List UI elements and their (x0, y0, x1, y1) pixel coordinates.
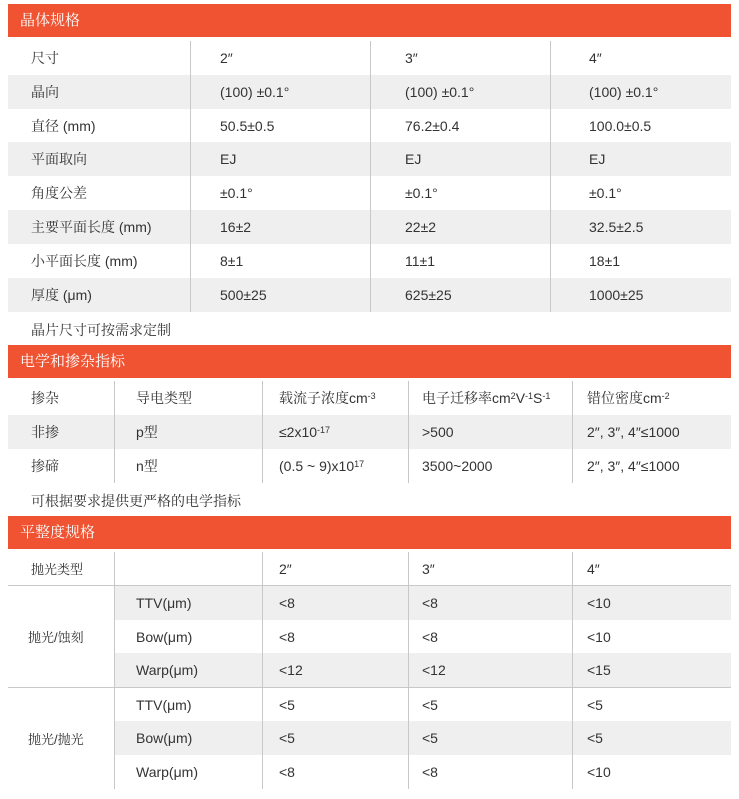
value-3inch: <5 (422, 730, 438, 746)
value-4inch: <5 (587, 730, 603, 746)
value-4inch: 1000±25 (589, 287, 644, 303)
value-2inch: ±0.1° (220, 185, 253, 201)
value-4inch: <10 (587, 764, 611, 780)
dislocation-density: 2″, 3″, 4″≤1000 (587, 458, 680, 474)
value-3inch: <5 (422, 696, 438, 713)
section-crystal-spec-header (8, 4, 731, 37)
value-3inch: <8 (422, 628, 438, 645)
group-cell (8, 586, 114, 687)
row-label: 主要平面长度 (mm) (31, 219, 152, 235)
value-2inch: (100) ±0.1° (220, 84, 290, 100)
value-4inch: (100) ±0.1° (589, 84, 659, 100)
conductivity-type: n型 (136, 458, 158, 474)
column-divider (114, 552, 115, 789)
electron-mobility: >500 (422, 424, 454, 440)
value-2inch: <5 (279, 696, 295, 713)
value-2inch: 50.5±0.5 (220, 117, 275, 134)
value-3inch: 3″ (405, 50, 418, 66)
value-4inch: EJ (589, 151, 606, 167)
value-4inch: ±0.1° (589, 185, 622, 201)
value-3inch: 76.2±0.4 (405, 117, 460, 134)
column-divider (262, 381, 263, 483)
dopant: 掺碲 (31, 458, 59, 474)
dislocation-density: 2″, 3″, 4″≤1000 (587, 424, 680, 440)
param-label: Warp(μm) (136, 662, 198, 678)
value-2inch: <5 (279, 730, 295, 746)
electrical-note: 可根据要求提供更严格的电学指标 (31, 493, 241, 509)
header-4inch: 4″ (587, 560, 600, 577)
value-2inch: 8±1 (220, 253, 244, 269)
column-divider (408, 381, 409, 483)
group-label: 抛光/抛光 (28, 732, 84, 747)
carrier-concentration: ≤2x10 $^{-17}$ (279, 424, 331, 440)
column-divider (572, 381, 573, 483)
header-3inch: 3″ (422, 560, 435, 577)
section-title: 电学和掺杂指标 (20, 353, 126, 370)
value-2inch: <8 (279, 764, 295, 780)
column-divider (550, 41, 551, 312)
value-3inch: ±0.1° (405, 185, 438, 201)
column-divider (572, 552, 573, 789)
table-row (8, 415, 731, 449)
value-3inch: 625±25 (405, 287, 452, 303)
table-row (8, 620, 731, 653)
header-dopant: 掺杂 (31, 390, 59, 406)
section-title: 平整度规格 (20, 524, 96, 541)
value-4inch: <5 (587, 696, 603, 713)
row-label: 角度公差 (31, 185, 87, 201)
value-3inch: 22±2 (405, 219, 437, 235)
value-2inch: 16±2 (220, 219, 252, 235)
value-2inch: <8 (279, 628, 295, 645)
param-label: Bow(μm) (136, 730, 193, 746)
value-4inch: 100.0±0.5 (589, 117, 652, 134)
row-label: 小平面长度 (mm) (31, 253, 138, 269)
header-carrier-concentration: 载流子浓度cm $^{-3}$ (279, 390, 376, 406)
table-row (8, 688, 731, 721)
row-label: 晶向 (31, 84, 59, 100)
table-row (8, 653, 731, 687)
group-label: 抛光/蚀刻 (28, 630, 84, 645)
value-4inch: 32.5±2.5 (589, 219, 644, 235)
section-flatness-header (8, 516, 731, 549)
header-polish-type: 抛光类型 (31, 562, 84, 577)
value-2inch: <8 (279, 595, 295, 611)
header-2inch: 2″ (279, 560, 292, 577)
value-3inch: <12 (422, 662, 446, 678)
crystal-spec-note: 晶片尺寸可按需求定制 (31, 322, 171, 338)
table-row (8, 721, 731, 755)
row-label: 平面取向 (31, 151, 87, 167)
row-label: 尺寸 (31, 50, 59, 66)
param-label: Warp(μm) (136, 764, 198, 780)
row-label: 厚度 (μm) (31, 287, 92, 303)
value-2inch: <12 (279, 662, 303, 678)
value-4inch: <15 (587, 662, 611, 678)
carrier-concentration: (0.5 ~ 9)x10 $^{17}$ (279, 458, 365, 474)
row-label: 直径 (mm) (31, 117, 96, 134)
value-3inch: (100) ±0.1° (405, 84, 475, 100)
electron-mobility: 3500~2000 (422, 458, 493, 474)
value-3inch: <8 (422, 595, 438, 611)
column-divider (262, 552, 263, 789)
value-2inch: 2″ (220, 50, 233, 66)
value-3inch: 11±1 (405, 253, 436, 269)
header-conductivity-type: 导电类型 (136, 390, 192, 406)
table-row (8, 586, 731, 620)
value-4inch: 4″ (589, 50, 602, 66)
dopant: 非掺 (31, 424, 59, 440)
param-label: TTV(μm) (136, 595, 192, 611)
column-divider (408, 552, 409, 789)
table-row (8, 755, 731, 789)
column-divider (114, 381, 115, 483)
value-2inch: EJ (220, 151, 237, 167)
param-label: Bow(μm) (136, 628, 193, 645)
value-3inch: <8 (422, 764, 438, 780)
section-electrical-header (8, 345, 731, 378)
value-4inch: 18±1 (589, 253, 621, 269)
conductivity-type: p型 (136, 424, 158, 440)
table-row (8, 449, 731, 483)
value-3inch: EJ (405, 151, 422, 167)
column-divider (370, 41, 371, 312)
group-cell (8, 688, 114, 789)
section-title: 晶体规格 (20, 12, 81, 29)
value-4inch: <10 (587, 595, 611, 611)
header-electron-mobility: 电子迁移率cm $^2$ V $^{-1}$ S $^{-1}$ (422, 390, 551, 406)
table-header-row (8, 552, 731, 585)
value-2inch: 500±25 (220, 287, 267, 303)
value-4inch: <10 (587, 628, 611, 645)
column-divider (190, 41, 191, 312)
table-header-row (8, 381, 731, 415)
header-dislocation-density: 错位密度cm $^{-2}$ (587, 390, 670, 406)
param-label: TTV(μm) (136, 696, 192, 713)
